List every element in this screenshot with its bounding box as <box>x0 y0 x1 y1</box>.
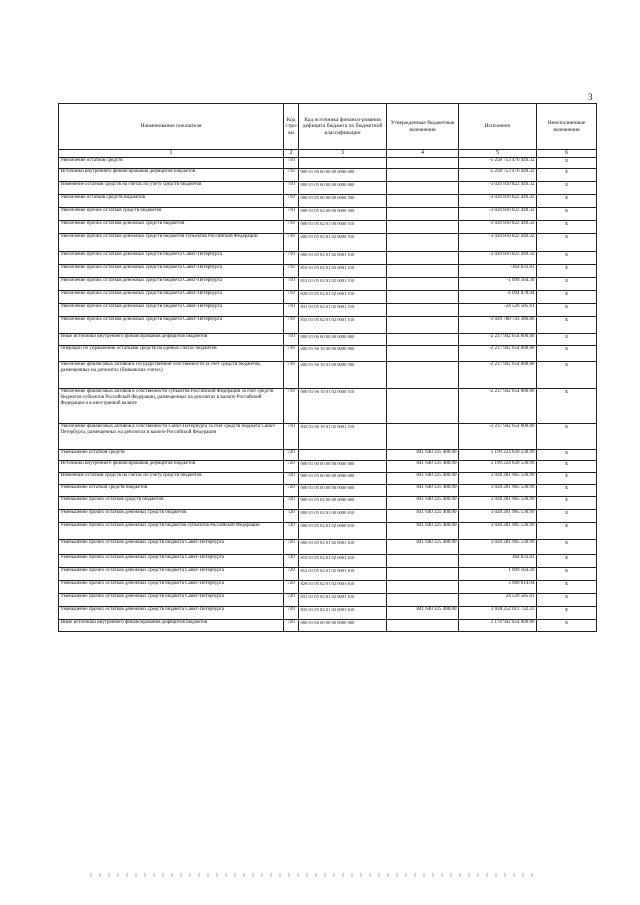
row-source-code: 000 01 05 02 00 00 0000 600 <box>299 497 387 510</box>
row-unexecuted: x <box>537 221 597 234</box>
row-approved <box>387 424 459 450</box>
row-executed: -3 020 780 743 386.86 <box>459 317 537 334</box>
table-row <box>59 450 597 461</box>
row-executed: -2 237 942 654 000.00 <box>459 424 537 450</box>
row-executed: 3 028 281 985 530.99 <box>459 523 537 540</box>
row-source-code: 000 01 05 00 00 00 0000 600 <box>299 485 387 497</box>
row-code: 720 <box>284 497 299 510</box>
header-row <box>59 104 597 150</box>
row-source-code: 000 01 05 02 01 02 0000 610 <box>299 523 387 540</box>
header-name: Наименование показателя <box>59 104 284 150</box>
row-executed: 3 028 281 985 530.99 <box>459 497 537 510</box>
row-executed: -364 033.81 <box>459 265 537 278</box>
row-approved <box>387 581 459 594</box>
table-row <box>59 473 597 485</box>
row-approved: 841 640 325 400.00 <box>387 485 459 497</box>
row-source-code: 828 01 05 02 01 02 0001 510 <box>299 291 387 304</box>
row-code: 710 <box>284 304 299 317</box>
row-source-code: 000 01 06 10 00 00 0000 000 <box>299 346 387 362</box>
table-row <box>59 334 597 346</box>
row-approved: 841 640 325 400.00 <box>387 461 459 473</box>
table-row <box>59 389 597 424</box>
row-approved <box>387 278 459 291</box>
row-name: Увеличение прочих остатков денежных средств бюджета Санкт-Петербурга <box>59 291 284 304</box>
row-code: 710 <box>284 265 299 278</box>
row-source-code: 810 01 05 02 01 02 0001 610 <box>299 555 387 568</box>
column-number: 2 <box>284 150 299 158</box>
row-executed: -5 258 753 476 449.32 <box>459 158 537 169</box>
row-code: 710 <box>284 252 299 265</box>
row-source-code: 000 01 05 00 00 00 0000 000 <box>299 473 387 485</box>
row-unexecuted: x <box>537 304 597 317</box>
table-row <box>59 252 597 265</box>
header-executed: Исполнено <box>459 104 537 150</box>
row-approved: 841 640 325 400.00 <box>387 450 459 461</box>
row-code: 720 <box>284 568 299 581</box>
row-approved <box>387 169 459 182</box>
row-unexecuted: x <box>537 291 597 304</box>
row-executed: 364 033.81 <box>459 555 537 568</box>
row-name: Иные источники внутреннего финансирования дефицитов бюджетов <box>59 334 284 346</box>
table-row <box>59 278 597 291</box>
row-unexecuted: x <box>537 346 597 362</box>
row-approved: 841 640 325 400.00 <box>387 473 459 485</box>
row-approved <box>387 334 459 346</box>
row-name: Уменьшение остатков средств <box>59 450 284 461</box>
row-unexecuted: x <box>537 523 597 540</box>
row-name: Изменение остатков средств на счетах по учету средств бюджетов <box>59 473 284 485</box>
header-unexecuted: Неисполненные назначения <box>537 104 597 150</box>
table-row <box>59 208 597 221</box>
row-executed: 3 028 281 985 530.99 <box>459 510 537 523</box>
table-row <box>59 304 597 317</box>
row-source-code: 000 01 05 02 01 00 0000 510 <box>299 221 387 234</box>
header-approved: Утвержденные бюджетные назначения <box>387 104 459 150</box>
row-source-code: 828 01 05 02 01 02 0001 610 <box>299 581 387 594</box>
row-approved <box>387 234 459 252</box>
row-code: 720 <box>284 581 299 594</box>
row-approved <box>387 594 459 607</box>
row-executed: -3 020 810 822 449.32 <box>459 182 537 195</box>
row-approved <box>387 620 459 632</box>
row-source-code: 833 01 05 02 01 02 0001 610 <box>299 607 387 620</box>
row-executed: 3 028 252 011 732.33 <box>459 607 537 620</box>
table-row <box>59 555 597 568</box>
header-code: Код стро-ки <box>284 104 299 150</box>
column-number: 3 <box>299 150 387 158</box>
row-code: 710 <box>284 346 299 362</box>
row-executed: 2 170 942 654 000.00 <box>459 620 537 632</box>
row-name: Операции по управлению остатками средств на единых счетах бюджетов <box>59 346 284 362</box>
column-number: 1 <box>59 150 284 158</box>
row-executed: -5 258 753 476 449.32 <box>459 169 537 182</box>
row-source-code: 000 01 05 02 01 02 0001 610 <box>299 540 387 555</box>
row-source-code <box>299 450 387 461</box>
row-name: Увеличение прочих остатков денежных средств бюджетов субъектов Российской Федерации <box>59 234 284 252</box>
row-approved <box>387 208 459 221</box>
table-row <box>59 195 597 208</box>
row-executed: -3 020 810 822 449.32 <box>459 195 537 208</box>
table-row <box>59 362 597 389</box>
table-row <box>59 607 597 620</box>
row-code: 720 <box>284 540 299 555</box>
row-unexecuted: x <box>537 169 597 182</box>
table-row <box>59 540 597 555</box>
row-unexecuted: x <box>537 182 597 195</box>
table-row <box>59 523 597 540</box>
row-executed: 3 028 281 985 530.99 <box>459 473 537 485</box>
table-row <box>59 182 597 195</box>
row-unexecuted: x <box>537 208 597 221</box>
row-unexecuted: x <box>537 540 597 555</box>
row-source-code: 833 01 05 02 01 02 0001 510 <box>299 317 387 334</box>
row-source-code: 000 01 06 00 00 00 0000 000 <box>299 620 387 632</box>
row-executed: -4 094 878.94 <box>459 291 537 304</box>
row-executed: -1 099 564.30 <box>459 278 537 291</box>
table-row <box>59 424 597 450</box>
row-code: 720 <box>284 510 299 523</box>
table-row <box>59 291 597 304</box>
row-approved: 841 640 325 400.00 <box>387 523 459 540</box>
row-unexecuted: x <box>537 362 597 389</box>
row-unexecuted: x <box>537 497 597 510</box>
row-executed: 1 099 564.30 <box>459 568 537 581</box>
row-name: Увеличение финансовых активов в собственности субъектов Российской Федерации за счет средств бюджетов субъектов Российской Федерации, размещенных на депозитах в валюте Российской Федерации и в иностранной валюте <box>59 389 284 424</box>
row-name: Уменьшение прочих остатков денежных средств бюджета Санкт-Петербурга <box>59 540 284 555</box>
row-source-code: 831 01 05 02 01 02 0001 510 <box>299 304 387 317</box>
row-unexecuted: x <box>537 568 597 581</box>
row-code: 720 <box>284 473 299 485</box>
row-source-code: 833 01 06 10 01 02 0001 510 <box>299 424 387 450</box>
row-executed: -3 020 810 822 449.32 <box>459 234 537 252</box>
row-executed: 5 199 224 639 530.99 <box>459 450 537 461</box>
row-name: Увеличение прочих остатков денежных средств бюджета Санкт-Петербурга <box>59 278 284 291</box>
row-executed: -2 237 942 654 000.00 <box>459 362 537 389</box>
row-unexecuted: x <box>537 234 597 252</box>
row-executed: 3 028 281 985 530.99 <box>459 485 537 497</box>
row-name: Увеличение остатков средств <box>59 158 284 169</box>
row-unexecuted: x <box>537 461 597 473</box>
row-code: 710 <box>284 291 299 304</box>
row-code: 710 <box>284 195 299 208</box>
row-executed: -3 020 810 822 449.32 <box>459 252 537 265</box>
row-code: 710 <box>284 169 299 182</box>
row-approved <box>387 158 459 169</box>
row-executed: -3 020 810 822 449.32 <box>459 221 537 234</box>
page-number: 3 <box>588 92 593 102</box>
row-unexecuted: x <box>537 581 597 594</box>
row-name: Увеличение прочих остатков денежных средств бюджета Санкт-Петербурга <box>59 304 284 317</box>
row-code: 710 <box>284 221 299 234</box>
row-code: 720 <box>284 620 299 632</box>
row-unexecuted: x <box>537 424 597 450</box>
table-row <box>59 234 597 252</box>
row-code: 710 <box>284 362 299 389</box>
row-executed: 24 520 585.61 <box>459 594 537 607</box>
row-unexecuted: x <box>537 265 597 278</box>
row-name: Уменьшение прочих остатков денежных средств бюджета Санкт-Петербурга <box>59 581 284 594</box>
row-code: 720 <box>284 485 299 497</box>
row-name: Увеличение прочих остатков денежных средств бюджетов <box>59 221 284 234</box>
row-unexecuted: x <box>537 334 597 346</box>
column-number: 4 <box>387 150 459 158</box>
row-source-code: 000 01 05 02 01 02 0000 510 <box>299 234 387 252</box>
row-executed: 5 199 224 639 530.99 <box>459 461 537 473</box>
table-row <box>59 581 597 594</box>
row-source-code: 812 01 05 02 01 02 0001 610 <box>299 568 387 581</box>
row-source-code: 812 01 05 02 01 02 0001 510 <box>299 278 387 291</box>
row-name: Уменьшение остатков средств бюджетов <box>59 485 284 497</box>
row-code: 720 <box>284 594 299 607</box>
row-code: 710 <box>284 317 299 334</box>
row-approved <box>387 389 459 424</box>
row-code: 710 <box>284 158 299 169</box>
row-approved: 841 640 325 400.00 <box>387 510 459 523</box>
row-approved <box>387 568 459 581</box>
row-approved <box>387 362 459 389</box>
table-row <box>59 620 597 632</box>
row-name: Увеличение прочих остатков денежных средств бюджета Санкт-Петербурга <box>59 317 284 334</box>
header-source: Код источника финанси-рования дефицита бюджета по бюджетной классификации <box>299 104 387 150</box>
row-code: 710 <box>284 182 299 195</box>
row-source-code: 000 01 05 00 00 00 0000 000 <box>299 182 387 195</box>
row-approved <box>387 291 459 304</box>
row-code: 710 <box>284 389 299 424</box>
row-approved <box>387 317 459 334</box>
row-name: Уменьшение прочих остатков денежных средств бюджета Санкт-Петербурга <box>59 568 284 581</box>
row-executed: 3 028 281 985 530.99 <box>459 540 537 555</box>
row-approved: 841 640 325 400.00 <box>387 607 459 620</box>
row-unexecuted: x <box>537 620 597 632</box>
row-unexecuted: x <box>537 278 597 291</box>
row-name: Увеличение финансовых активов в собственности Санкт-Петербурга за счет средств бюджета Санкт-Петербурга, размещенных на депозитах в валюте Российской Федерации <box>59 424 284 450</box>
row-code: 710 <box>284 424 299 450</box>
row-name: Увеличение остатков средств бюджетов <box>59 195 284 208</box>
column-number-row <box>59 150 597 158</box>
row-unexecuted: x <box>537 485 597 497</box>
row-unexecuted: x <box>537 555 597 568</box>
table-row <box>59 568 597 581</box>
row-unexecuted: x <box>537 450 597 461</box>
row-approved: 841 640 325 400.00 <box>387 540 459 555</box>
row-approved <box>387 346 459 362</box>
row-approved: 841 640 325 400.00 <box>387 497 459 510</box>
row-name: Уменьшение прочих остатков денежных средств бюджета Санкт-Петербурга <box>59 555 284 568</box>
row-name: Уменьшение прочих остатков денежных средств бюджетов субъектов Российской Федерации <box>59 523 284 540</box>
row-name: Увеличение финансовых активов в государственной собственности за счет средств бюджетов, размещенных на депозитах (банковских счетах) <box>59 362 284 389</box>
row-code: 720 <box>284 450 299 461</box>
row-name: Увеличение прочих остатков денежных средств бюджета Санкт-Петербурга <box>59 265 284 278</box>
row-name: Источники внутреннего финансирования дефицитов бюджетов <box>59 461 284 473</box>
row-approved <box>387 195 459 208</box>
report-table <box>58 103 597 632</box>
row-unexecuted: x <box>537 195 597 208</box>
row-name: Уменьшение прочих остатков денежных средств бюджета Санкт-Петербурга <box>59 594 284 607</box>
table-row <box>59 485 597 497</box>
row-unexecuted: x <box>537 389 597 424</box>
row-approved <box>387 221 459 234</box>
row-unexecuted: x <box>537 594 597 607</box>
row-unexecuted: x <box>537 317 597 334</box>
row-source-code: 831 01 05 02 01 02 0001 610 <box>299 594 387 607</box>
row-code: 720 <box>284 461 299 473</box>
row-code: 710 <box>284 334 299 346</box>
row-unexecuted: x <box>537 252 597 265</box>
row-code: 720 <box>284 607 299 620</box>
table-row <box>59 317 597 334</box>
table-row <box>59 461 597 473</box>
row-unexecuted: x <box>537 473 597 485</box>
row-approved <box>387 555 459 568</box>
row-source-code <box>299 158 387 169</box>
row-executed: -3 020 810 822 449.32 <box>459 208 537 221</box>
row-source-code: 810 01 05 02 01 02 0001 510 <box>299 265 387 278</box>
row-approved <box>387 252 459 265</box>
row-unexecuted: x <box>537 607 597 620</box>
table-row <box>59 346 597 362</box>
row-executed: 3 989 614.94 <box>459 581 537 594</box>
row-unexecuted: x <box>537 510 597 523</box>
row-executed: -24 520 585.61 <box>459 304 537 317</box>
report-body <box>59 158 597 632</box>
row-name: Уменьшение прочих остатков денежных средств бюджета Санкт-Петербурга <box>59 607 284 620</box>
row-approved <box>387 182 459 195</box>
scan-artifact <box>90 873 540 877</box>
row-code: 710 <box>284 208 299 221</box>
row-source-code: 000 01 00 00 00 00 0000 000 <box>299 169 387 182</box>
row-name: Уменьшение прочих остатков денежных средств бюджетов <box>59 510 284 523</box>
row-name: Изменение остатков средств на счетах по учету средств бюджетов <box>59 182 284 195</box>
table-row <box>59 158 597 169</box>
row-source-code: 000 01 05 02 01 02 0001 510 <box>299 252 387 265</box>
table-row <box>59 221 597 234</box>
row-executed: -2 237 942 654 000.00 <box>459 346 537 362</box>
table-row <box>59 510 597 523</box>
table-row <box>59 497 597 510</box>
column-number: 6 <box>537 150 597 158</box>
row-source-code: 000 01 06 00 00 00 0000 000 <box>299 334 387 346</box>
row-code: 720 <box>284 523 299 540</box>
row-source-code: 000 01 05 02 01 00 0000 610 <box>299 510 387 523</box>
row-source-code: 000 01 05 02 00 00 0000 500 <box>299 208 387 221</box>
column-number: 5 <box>459 150 537 158</box>
table-row <box>59 169 597 182</box>
row-approved <box>387 304 459 317</box>
row-code: 710 <box>284 234 299 252</box>
row-name: Источники внутреннего финансирования дефицитов бюджетов <box>59 169 284 182</box>
row-executed: -2 237 942 654 000.00 <box>459 389 537 424</box>
table-row <box>59 594 597 607</box>
row-name: Уменьшение прочих остатков средств бюджетов <box>59 497 284 510</box>
row-code: 720 <box>284 555 299 568</box>
row-executed: -2 237 942 654 000.00 <box>459 334 537 346</box>
row-source-code: 000 01 06 10 01 00 0000 500 <box>299 362 387 389</box>
row-name: Увеличение прочих остатков средств бюджетов <box>59 208 284 221</box>
row-source-code: 000 01 05 00 00 00 0000 500 <box>299 195 387 208</box>
row-code: 710 <box>284 278 299 291</box>
row-name: Увеличение прочих остатков денежных средств бюджета Санкт-Петербурга <box>59 252 284 265</box>
row-source-code: 000 01 00 00 00 00 0000 000 <box>299 461 387 473</box>
row-approved <box>387 265 459 278</box>
row-name: Иные источники внутреннего финансирования дефицитов бюджетов <box>59 620 284 632</box>
row-source-code: 000 01 06 10 01 02 0000 510 <box>299 389 387 424</box>
row-unexecuted: x <box>537 158 597 169</box>
table-row <box>59 265 597 278</box>
